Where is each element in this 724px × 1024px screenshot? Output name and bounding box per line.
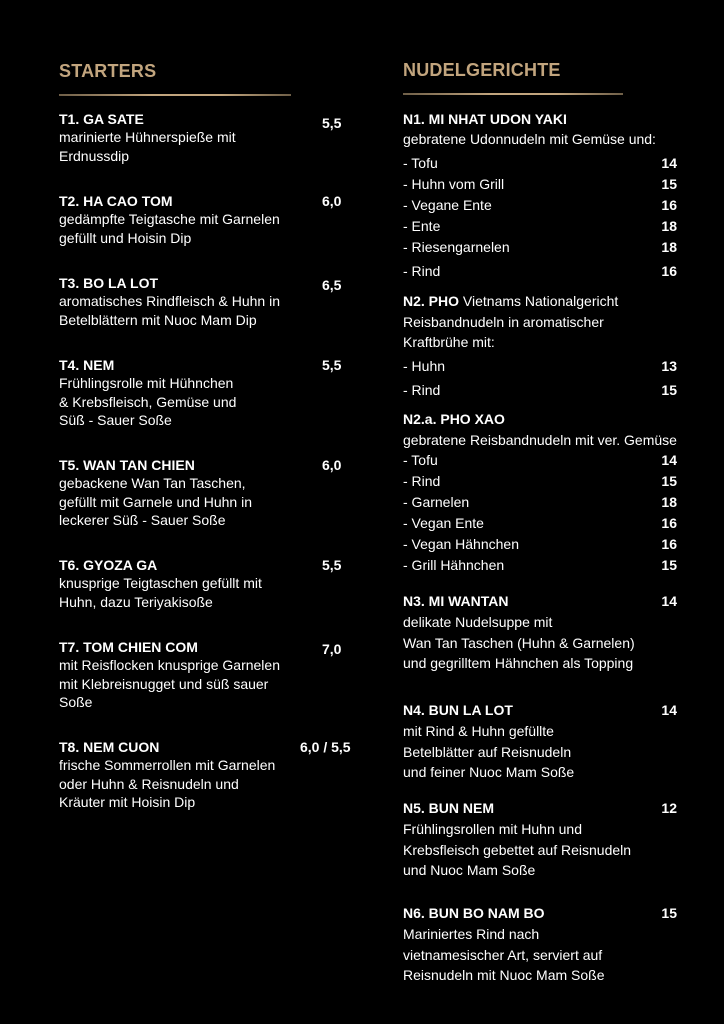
menu-item-title: T4. NEM [59,357,115,373]
menu-item-title: N6. BUN BO NAM BO [403,905,545,921]
menu-item-price: 14 [661,593,677,609]
menu-item-desc: Reisbandnudeln in aromatischer Kraftbrühe mit: [403,314,604,350]
menu-item-price: 6,5 [322,277,342,293]
menu-item-title: N5. BUN NEM [403,800,495,816]
option-row: - Huhn vom Grill 15 [403,176,677,192]
menu-item-title: T6. GYOZA GA [59,557,158,573]
starters-divider [59,94,291,96]
menu-item-price: 5,5 [322,357,342,373]
option-row: - Tofu 14 [403,452,677,468]
menu-item-desc: delikate Nudelsuppe mit Wan Tan Taschen (Huhn & Garnelen) und gegrilltem Hähnchen als Topping [403,614,635,671]
menu-item-price: 14 [661,702,677,718]
option-row: - Vegane Ente 16 [403,197,677,213]
menu-item-price: 6,0 / 5,5 [300,739,351,755]
option-row: - Rind 15 [403,473,677,489]
menu-item-subtitle: Vietnams Nationalgericht [459,293,619,309]
menu-item-price: 7,0 [322,641,342,657]
menu-item-price: 5,5 [322,557,342,573]
menu-item-desc: gebackene Wan Tan Taschen, gefüllt mit Garnele und Huhn in leckerer Süß - Sauer Soße [59,475,252,528]
menu-item-desc: Frühlingsrollen mit Huhn und Krebsfleisch gebettet auf Reisnudeln und Nuoc Mam Soße [403,821,632,878]
menu-item-desc: gebratene Reisbandnudeln mit ver. Gemüse [403,432,677,448]
menu-item-header [403,905,677,921]
option-row: - Huhn 13 [403,358,677,374]
menu-item-title: N3. MI WANTAN [403,593,509,609]
menu-item-desc: Mariniertes Rind nach vietnamesischer Art, serviert auf Reisnudeln mit Nuoc Mam Soße [403,926,605,983]
menu-item-price: 5,5 [322,115,342,131]
menu-item-title: T2. HA CAO TOM [59,193,173,209]
menu-item-price: 12 [661,800,677,816]
menu-item-desc: frische Sommerrollen mit Garnelen oder Huhn & Reisnudeln und Kräuter mit Hoisin Dip [59,757,276,810]
menu-item-title: T3. BO LA LOT [59,275,159,291]
menu-item-desc: aromatisches Rindfleisch & Huhn in Betelblättern mit Nuoc Mam Dip [59,293,280,328]
option-row: - Tofu 14 [403,155,677,171]
option-row: - Rind 15 [403,382,677,398]
menu-item-price: 6,0 [322,193,342,209]
menu-item-title: N1. MI NHAT UDON YAKI [403,111,567,127]
option-row: - Garnelen 18 [403,494,677,510]
menu-item-title-line [403,293,618,309]
option-row: - Vegan Hähnchen 16 [403,536,677,552]
menu-item-title: T7. TOM CHIEN COM [59,639,198,655]
option-row: - Ente 18 [403,218,677,234]
option-row: - Grill Hähnchen 15 [403,557,677,573]
menu-item-desc: mit Reisflocken knusprige Garnelen mit Klebreisnugget und süß sauer Soße [59,657,280,710]
menu-item-header [403,702,677,718]
menu-item-title: T1. GA SATE [59,111,144,127]
menu-item-desc: gebratene Udonnudeln mit Gemüse und: [403,131,656,147]
menu-item-title: T8. NEM CUON [59,739,160,755]
noodles-divider [403,93,623,95]
menu-item-title: N2. PHO [403,293,460,309]
menu-item-desc: marinierte Hühnerspieße mit Erdnussdip [59,129,236,164]
menu-item-desc: knusprige Teigtaschen gefüllt mit Huhn, dazu Teriyakisoße [59,575,262,610]
menu-item-title: T5. WAN TAN CHIEN [59,457,195,473]
menu-item-desc: mit Rind & Huhn gefüllte Betelblätter auf Reisnudeln und feiner Nuoc Mam Soße [403,723,575,780]
menu-item-desc: gedämpfte Teigtasche mit Garnelen gefüllt und Hoisin Dip [59,211,280,246]
option-row: - Riesengarnelen 18 [403,239,677,255]
menu-item-title: N4. BUN LA LOT [403,702,513,718]
starters-heading: STARTERS [59,61,157,81]
noodles-heading: NUDELGERICHTE [403,60,561,80]
menu-item-header [403,800,677,816]
menu-item-price: 6,0 [322,457,342,473]
menu-item-desc: Frühlingsrolle mit Hühnchen & Krebsfleisch, Gemüse und Süß - Sauer Soße [59,375,237,428]
menu-item-price: 15 [661,905,677,921]
option-row: - Rind 16 [403,263,677,279]
option-row: - Vegan Ente 16 [403,515,677,531]
menu-item-title: N2.a. PHO XAO [403,411,505,427]
menu-item-header [403,593,677,609]
